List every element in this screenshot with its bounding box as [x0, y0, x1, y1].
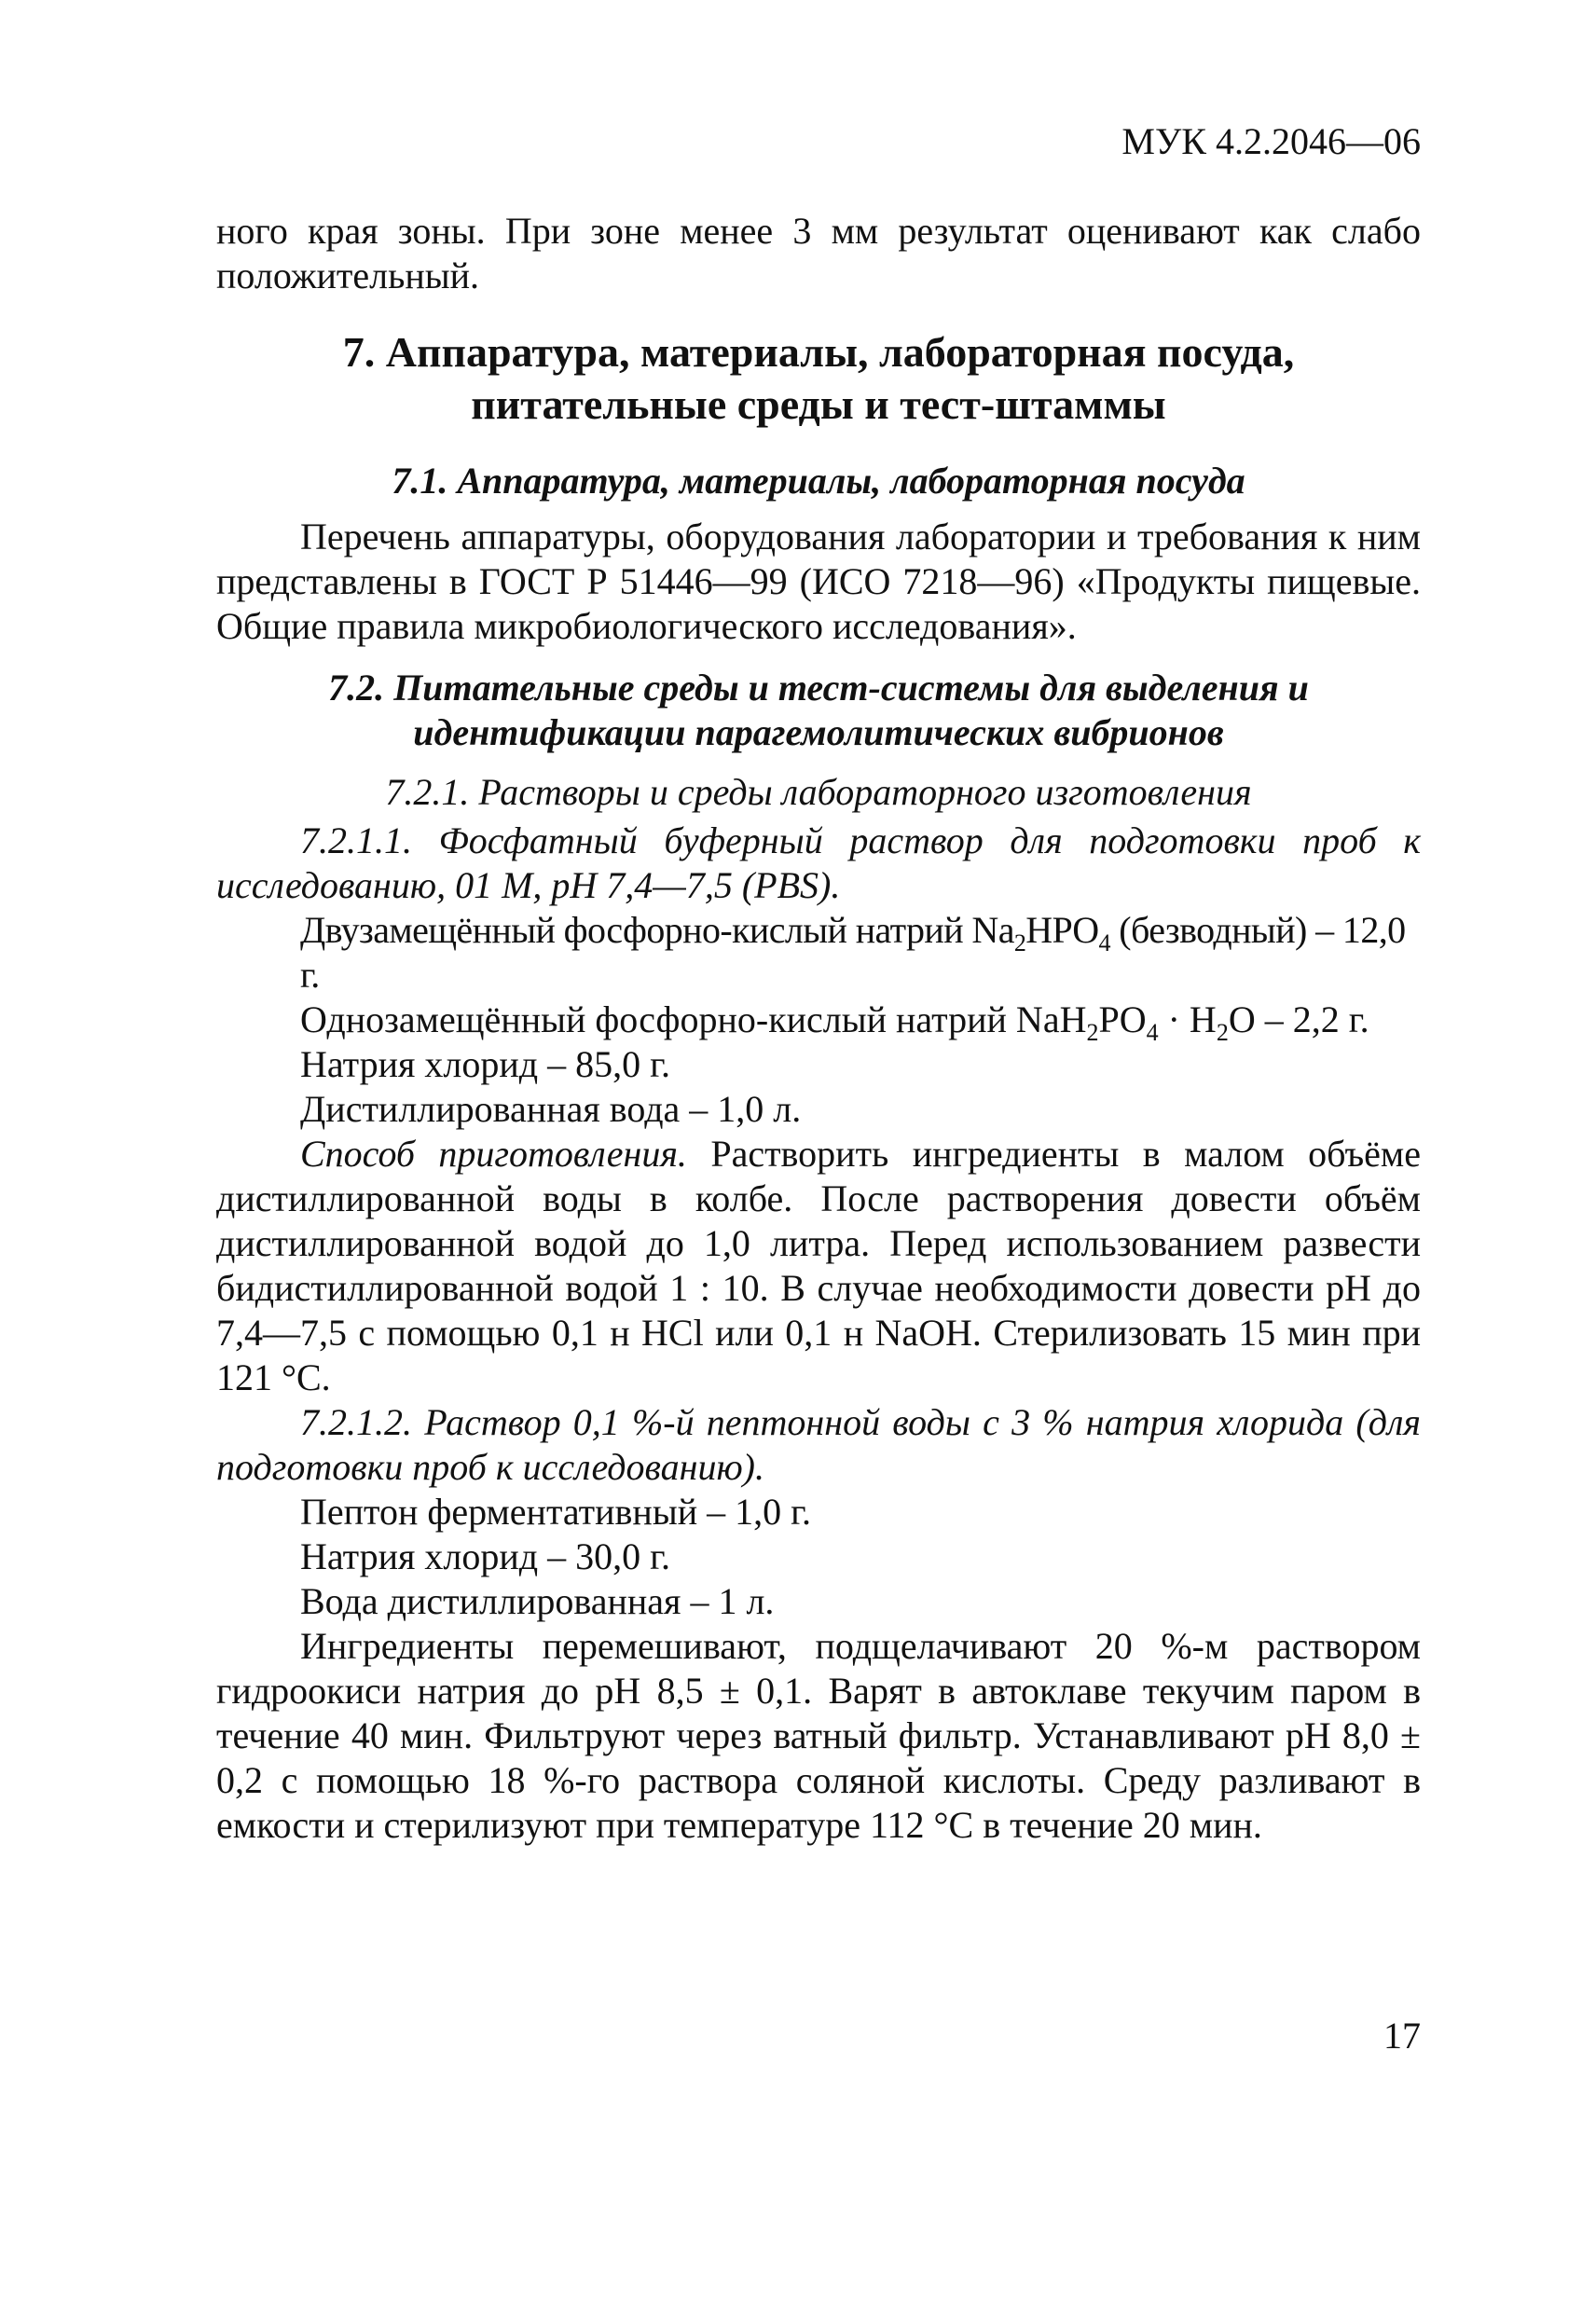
section-7-1-title: 7.1. Аппаратура, материалы, лабораторная посуда	[392, 460, 1245, 502]
section-7-1-paragraph: Перечень аппаратуры, оборудования лаборатории и требования к ним представлены в ГОСТ Р 51446—99 (ИСО 7218—96) «Продукты пищевые. Общие правила микробиологического исследования».	[216, 516, 1421, 647]
body-text	[216, 209, 1421, 1848]
section-7-title-line1: 7. Аппаратура, материалы, лабораторная посуда,	[342, 328, 1295, 376]
intro-paragraph: ного края зоны. При зоне менее 3 мм результат оценивают как слабо положительный.	[216, 210, 1421, 296]
method-label: Способ приготовления.	[300, 1133, 687, 1175]
preparation-paragraph: Ингредиенты перемешивают, подщелачивают 20 %-м раствором гидроокиси натрия до рН 8,5 ± 0,1. Варят в автоклаве текучим паром в течение 40 мин. Фильтруют через ватный фильтр. Устанавливают рН 8,0 ± 0,2 с помощью 18 %-го раствора соляной кислоты. Среду разливают в емкости и стерилизуют при температуре 112 °С в течение 20 мин.	[216, 1625, 1421, 1846]
ingredient-line: Натрия хлорид – 30,0 г.	[300, 1535, 670, 1577]
section-7-2-1-title: 7.2.1. Растворы и среды лабораторного изготовления	[385, 771, 1252, 813]
section-7-2-1-2-title: 7.2.1.2. Раствор 0,1 %-й пептонной воды с 3 % натрия хлорида (для подготовки проб к исследованию).	[216, 1401, 1421, 1488]
section-7-title	[216, 326, 1421, 431]
ingredient-line: Пептон ферментативный – 1,0 г.	[300, 1491, 811, 1533]
page-number: 17	[1383, 2015, 1421, 2057]
ingredient-line: Натрия хлорид – 85,0 г.	[300, 1043, 670, 1085]
ingredient-line: Вода дистиллированная – 1 л.	[300, 1580, 775, 1622]
ingredient-line: Двузамещённый фосфорно-кислый натрий $Na_2HPO_4$ (безводный) – 12,0 г.	[300, 909, 1406, 996]
section-7-2-title-line1: 7.2. Питательные среды и тест-системы для выделения и	[328, 667, 1309, 709]
method-text: Растворить ингредиенты в малом объёме дистиллированной воды в колбе. После растворения довести объём дистиллированной водой до 1,0 литра. Перед использованием развести бидистиллированной водой 1 : 10. В случае необходимости довести рН до 7,4—7,5 с помощью 0,1 н HCl или 0,1 н NaOH. Стерилизовать 15 мин при 121 °С.	[216, 1133, 1421, 1398]
section-7-2-title-line2: идентификации парагемолитических вибрионов	[413, 711, 1224, 753]
section-7-title-line2: питательные среды и тест-штаммы	[471, 380, 1166, 428]
ingredient-line: Дистиллированная вода – 1,0 л.	[300, 1088, 802, 1130]
document-code: МУК 4.2.2046—06	[1121, 120, 1421, 162]
method-paragraph	[216, 1132, 1421, 1400]
ingredient-line: Однозамещённый фосфорно-кислый натрий $NaH_2PO_4 \cdot H_2O - 2,2$ г.	[300, 998, 1369, 1046]
section-7-2-title	[216, 666, 1421, 755]
section-7-2-1-1-title: 7.2.1.1. Фосфатный буферный раствор для подготовки проб к исследованию, 01 М, рН 7,4—7,5 (PBS).	[216, 819, 1421, 906]
